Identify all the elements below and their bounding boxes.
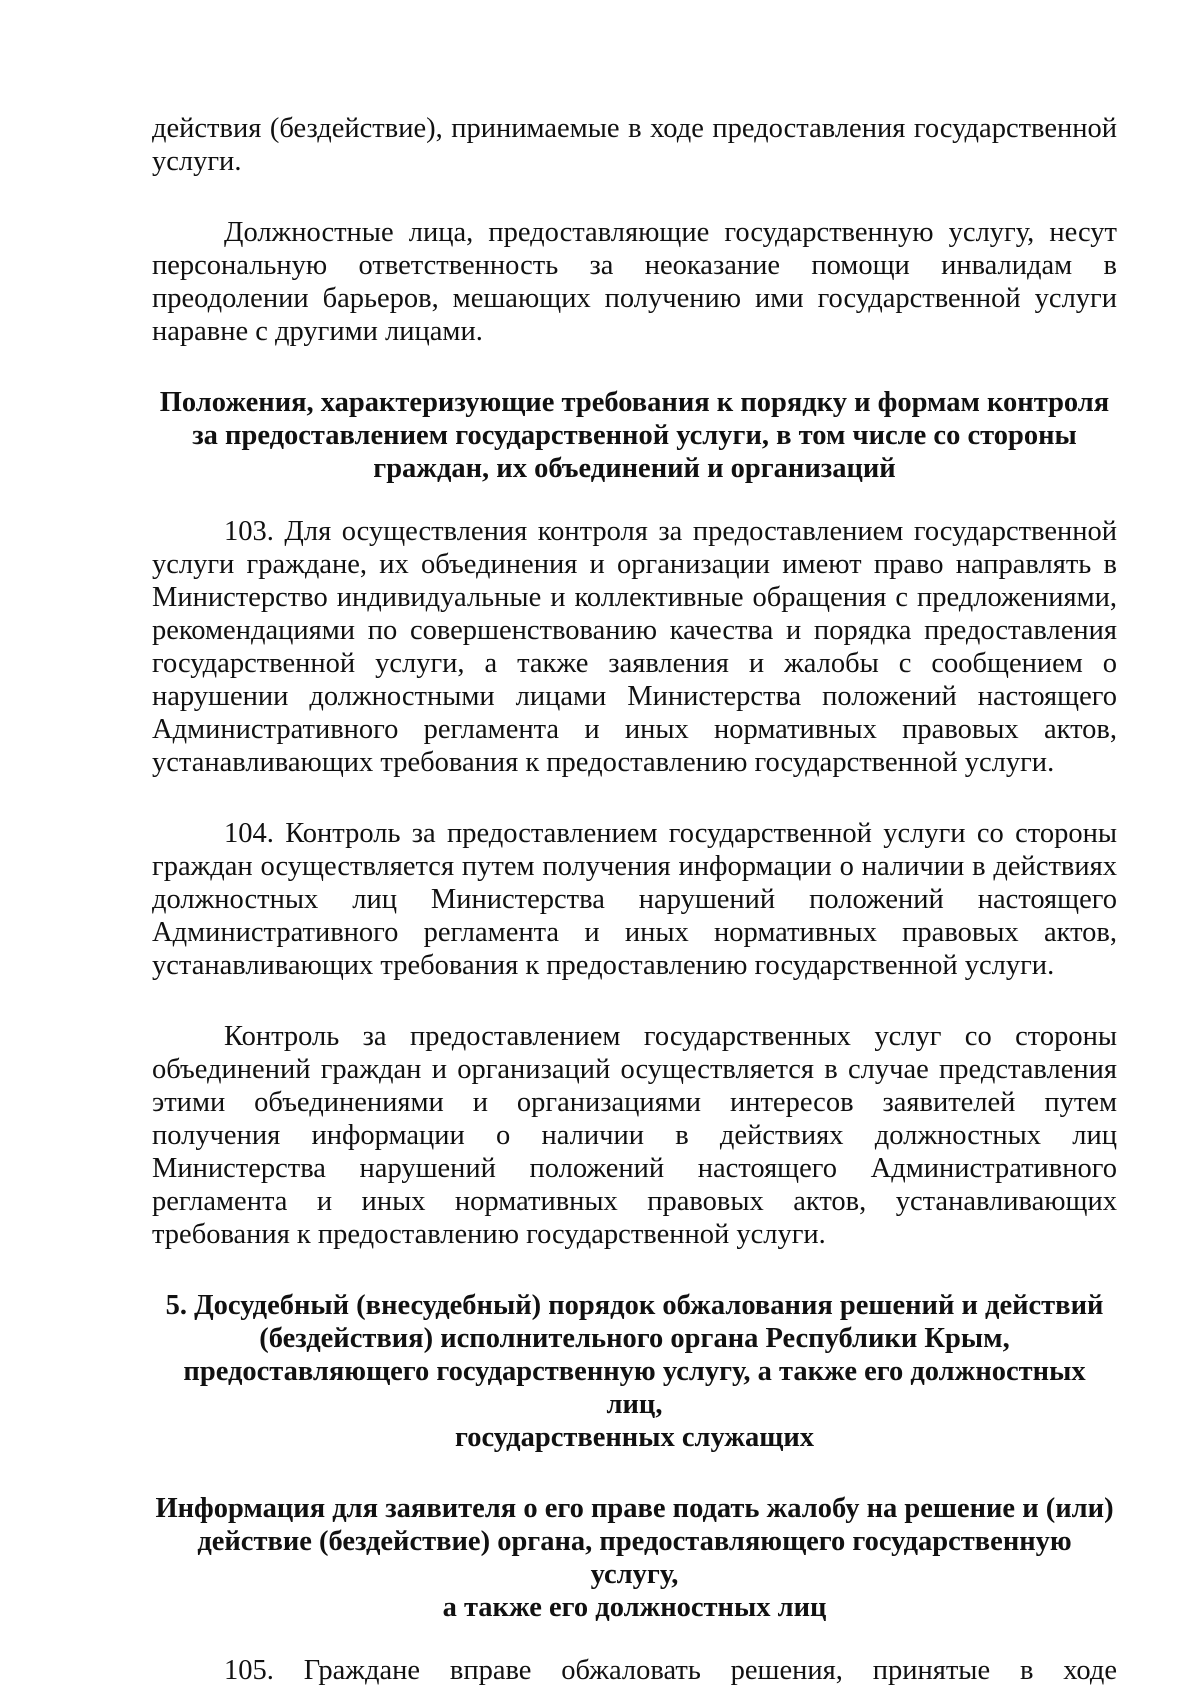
- paragraph-officials-responsibility: Должностные лица, предоставляющие государственную услугу, несут персональную ответственность за неоказание помощи инвалидам в преодолении барьеров, мешающих получению ими государственной услуги наравне с другими лицами.: [152, 217, 1117, 347]
- heading-section-5-line-4: государственных служащих: [454, 1422, 815, 1453]
- heading-complaint-line-1: Информация для заявителя о его праве подать жалобу на решение и (или): [155, 1493, 1114, 1524]
- heading-control-line-3: граждан, их объединений и организаций: [373, 453, 896, 484]
- heading-complaint-line-2: действие (бездействие) органа, предоставляющего государственную услугу,: [197, 1526, 1072, 1590]
- paragraph-104: 104. Контроль за предоставлением государственной услуги со стороны граждан осуществляется путем получения информации о наличии в действиях должностных лиц Министерства нарушений положений настоящего Административного регламента и иных нормативных правовых актов, устанавливающих требования к предоставлению государственной услуги.: [152, 818, 1117, 981]
- heading-control-line-1: Положения, характеризующие требования к порядку и формам контроля: [159, 387, 1110, 418]
- heading-section-5-line-1: 5. Досудебный (внесудебный) порядок обжалования решений и действий: [165, 1290, 1104, 1321]
- heading-control-provisions: [152, 386, 1117, 485]
- heading-section-5-line-2: (бездействия) исполнительного органа Республики Крым,: [259, 1323, 1010, 1354]
- heading-control-line-2: за предоставлением государственной услуги, в том числе со стороны: [192, 420, 1077, 451]
- paragraph-103: 103. Для осуществления контроля за предоставлением государственной услуги граждане, их объединения и организации имеют право направлять в Министерство индивидуальные и коллективные обращения с предложениями, рекомендациями по совершенствованию качества и порядка предоставления государственной услуги, а также заявления и жалобы с сообщением о нарушении должностными лицами Министерства положений настоящего Административного регламента и иных нормативных правовых актов, устанавливающих требования к предоставлению государственной услуги.: [152, 516, 1117, 778]
- paragraph-104-associations: Контроль за предоставлением государственных услуг со стороны объединений граждан и организаций осуществляется в случае представления этими объединениями и организациями интересов заявителей путем получения информации о наличии в действиях должностных лиц Министерства нарушений положений настоящего Административного регламента и иных нормативных правовых актов, устанавливающих требования к предоставлению государственной услуги.: [152, 1021, 1117, 1250]
- heading-complaint-info: [152, 1492, 1117, 1624]
- heading-complaint-line-3: а также его должностных лиц: [442, 1592, 827, 1623]
- heading-section-5-line-3: предоставляющего государственную услугу, а также его должностных лиц,: [183, 1356, 1086, 1420]
- paragraph-continuation: действия (бездействие), принимаемые в ходе предоставления государственной услуги.: [152, 113, 1117, 177]
- paragraph-105: 105. Граждане вправе обжаловать решения, принятые в ходе: [224, 1655, 1117, 1686]
- heading-section-5: [152, 1289, 1117, 1454]
- document-page: [152, 112, 1117, 1687]
